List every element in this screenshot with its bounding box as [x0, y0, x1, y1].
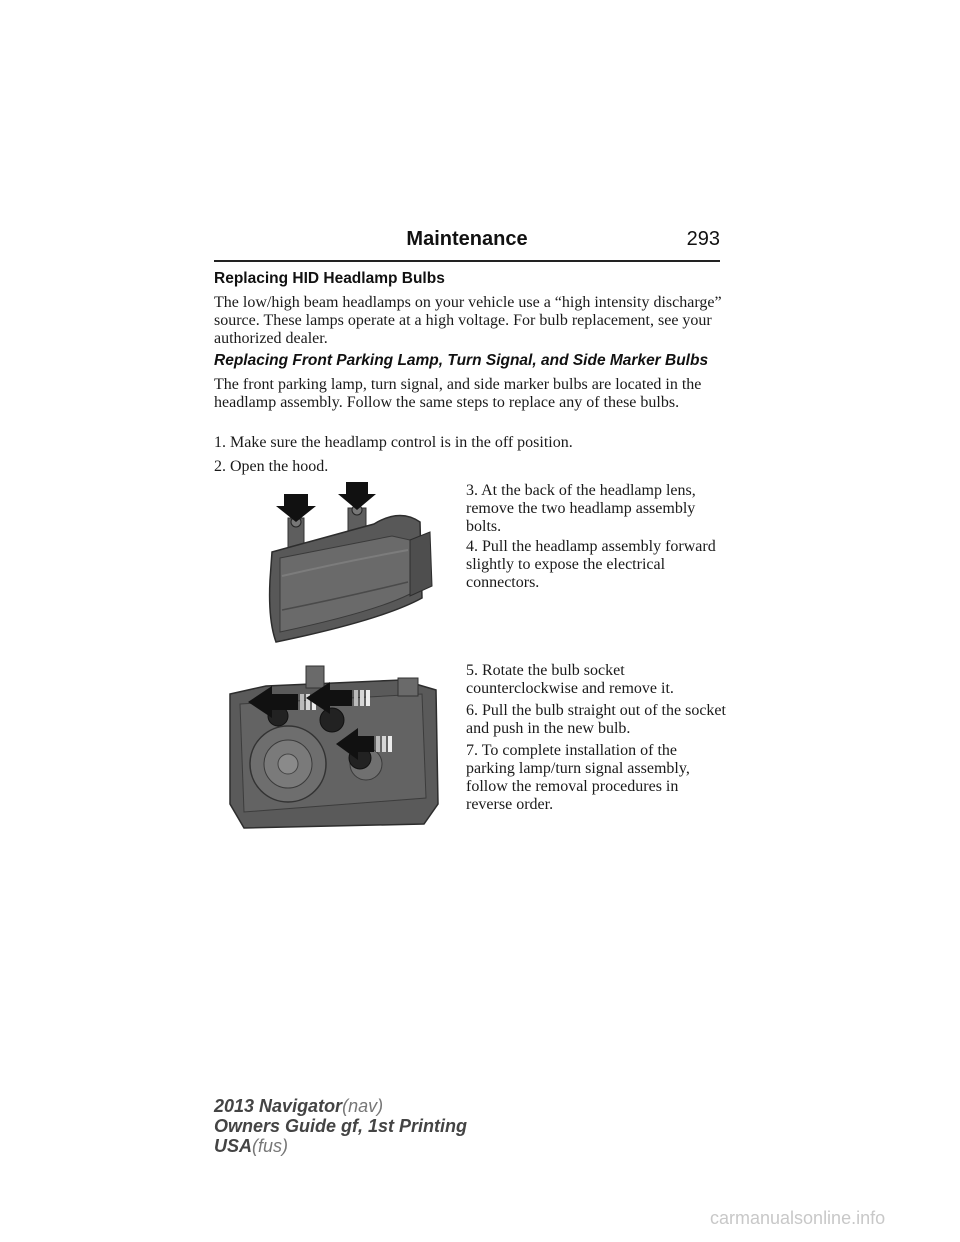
footer-line-1 — [214, 1096, 467, 1116]
arrow-down-icon — [276, 494, 316, 522]
headlamp-assembly-figure — [262, 480, 452, 645]
footer-region-code: (fus) — [252, 1136, 289, 1156]
watermark: carmanualsonline.info — [710, 1208, 886, 1228]
footer-model: 2013 Navigator — [214, 1096, 343, 1116]
step-7: 7. To complete installation of the parking lamp/turn signal assembly, follow the removal procedures in reverse order. — [466, 742, 690, 813]
footer-model-code: (nav) — [342, 1096, 384, 1116]
section-title: Maintenance — [406, 228, 528, 250]
arrow-down-icon — [338, 482, 376, 510]
footer-line-3 — [214, 1136, 467, 1156]
hid-body: The low/high beam headlamps on your vehicle use a “high intensity discharge” source. These lamps operate at a high voltage. For bulb replacement, see your authorized dealer. — [214, 294, 722, 347]
front-intro: The front parking lamp, turn signal, and side marker bulbs are located in the headlamp assembly. Follow the same steps to replace any of these bulbs. — [214, 376, 702, 411]
page-footer — [214, 1096, 467, 1156]
footer-region: USA — [214, 1136, 253, 1156]
page-number: 293 — [686, 228, 720, 250]
footer-line-2: Owners Guide gf, 1st Printing — [214, 1116, 468, 1136]
step-1: 1. Make sure the headlamp control is in the off position. — [214, 434, 573, 451]
step-6: 6. Pull the bulb straight out of the socket and push in the new bulb. — [466, 702, 726, 737]
step-3: 3. At the back of the headlamp lens, remove the two headlamp assembly bolts. — [466, 482, 696, 535]
header-rule — [214, 260, 720, 262]
front-lamps-heading: Replacing Front Parking Lamp, Turn Signal, and Side Marker Bulbs — [214, 352, 709, 369]
step-2: 2. Open the hood. — [214, 458, 329, 475]
step-4: 4. Pull the headlamp assembly forward slightly to expose the electrical connectors. — [466, 538, 716, 591]
bulb-socket-figure — [226, 664, 448, 834]
step-5: 5. Rotate the bulb socket counterclockwise and remove it. — [466, 662, 674, 697]
page-header — [214, 226, 720, 262]
hid-heading: Replacing HID Headlamp Bulbs — [214, 270, 445, 287]
